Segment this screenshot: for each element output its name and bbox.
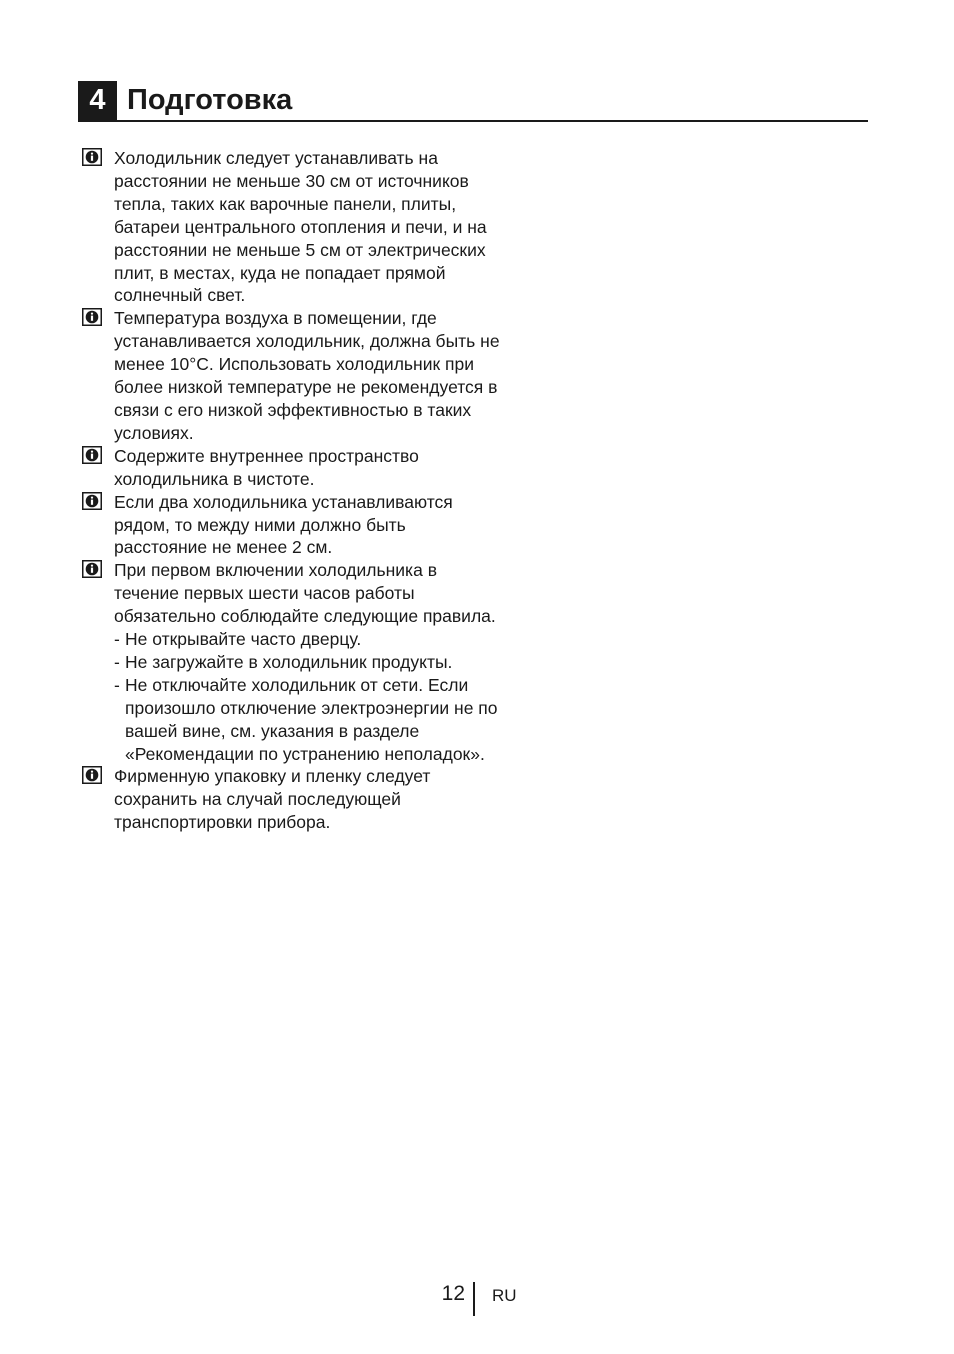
note-item — [82, 445, 502, 491]
note-text: Температура воздуха в помещении, где устанавливается холодильник, должна быть не менее 10°C. Использовать холодильник при более низкой температуре не рекомендуется в связи с его низкой эффективностью в таких условиях. — [114, 308, 500, 443]
language-label: RU — [492, 1286, 517, 1305]
list-item-text: Не отключайте холодильник от сети. Если произошло отключение электроэнергии не по вашей вине, см. указания в разделе «Рекомендации по устранению неполадок». — [125, 674, 498, 764]
note-text: Фирменную упаковку и пленку следует сохранить на случай последующей транспортировки прибора. — [114, 766, 431, 833]
info-icon — [82, 766, 102, 784]
page-number: 12 — [441, 1282, 465, 1305]
note-item — [82, 559, 502, 765]
page-footer — [0, 1279, 954, 1319]
section-title: Подготовка — [127, 84, 293, 116]
footer-divider — [473, 1282, 475, 1316]
section-header — [78, 81, 868, 122]
note-text: При первом включении холодильника в течение первых шести часов работы обязательно соблюдайте следующие правила. — [114, 560, 496, 627]
info-icon — [82, 308, 102, 326]
info-icon — [82, 148, 102, 166]
list-item-text: Не загружайте в холодильник продукты. — [125, 651, 453, 672]
list-dash: - — [114, 651, 120, 672]
note-item — [82, 307, 502, 444]
notes-list — [82, 147, 502, 834]
note-text: Холодильник следует устанавливать на расстоянии не меньше 30 см от источников тепла, таких как варочные панели, плиты, батареи центрального отопления и печи, и на расстоянии не меньше 5 см от электрических плит, в местах, куда не попадает прямой солнечный свет. — [114, 148, 487, 306]
info-icon — [82, 492, 102, 510]
note-text: Если два холодильника устанавливаются рядом, то между ними должно быть расстояние не менее 2 см. — [114, 491, 453, 558]
list-item — [114, 674, 502, 766]
list-item-text: Не открывайте часто дверцу. — [125, 629, 362, 650]
note-sublist — [114, 628, 502, 765]
note-text: Содержите внутреннее пространство холодильника в чистоте. — [114, 445, 419, 489]
list-item — [114, 651, 502, 674]
note-item — [82, 491, 502, 560]
info-icon — [82, 446, 102, 464]
list-dash: - — [114, 674, 120, 695]
section-number: 4 — [78, 81, 117, 120]
info-icon — [82, 560, 102, 578]
list-item — [114, 628, 502, 651]
note-item — [82, 147, 502, 307]
note-item — [82, 765, 502, 834]
list-dash: - — [114, 629, 120, 650]
